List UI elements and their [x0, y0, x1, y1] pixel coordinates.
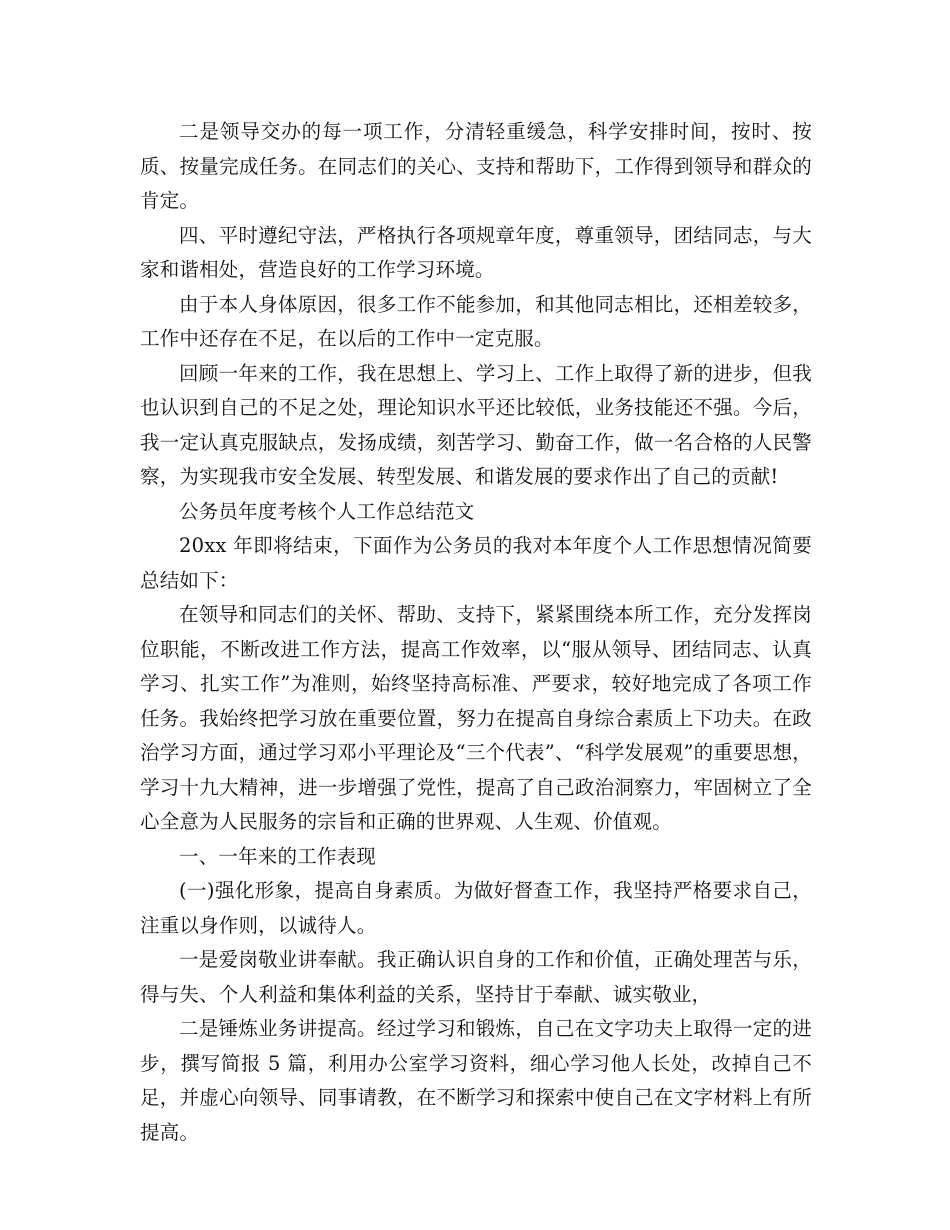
paragraph-study: 在领导和同志们的关怀、帮助、支持下，紧紧围绕本所工作，充分发挥岗位职能，不断改进工作方法，提高工作效率，以“服从领导、团结同志、认真学习、扎实工作”为准则，始终坚持高标准、严要求，较好地完成了各项工作任务。我始终把学习放在重要位置，努力在提高自身综合素质上下功夫。在政治学习方面，通过学习邓小平理论及“三个代表”、“科学发展观”的重要思想，学习十九大精神，进一步增强了党性，提高了自己政治洞察力，牢固树立了全心全意为人民服务的宗旨和正确的世界观、人生观、价值观。	[140, 603, 812, 833]
document-body	[140, 115, 812, 1150]
paragraph-skills: 二是锤炼业务讲提高。经过学习和锻炼，自己在文字功夫上取得一定的进步，撰写简报 5 篇，利用办公室学习资料，细心学习他人长处，改掉自己不足，并虚心向领导、同事请教，在不断学习和探索中使自己在文字材料上有所提高。	[140, 1017, 812, 1144]
paragraph-discipline: 四、平时遵纪守法，严格执行各项规章年度，尊重领导，团结同志，与大家和谐相处，营造良好的工作学习环境。	[140, 223, 812, 281]
section-title: 公务员年度考核个人工作总结范文	[179, 499, 475, 523]
paragraph-image: (一)强化形象，提高自身素质。为做好督查工作，我坚持严格要求自己，注重以身作则，以诚待人。	[140, 879, 812, 937]
paragraph-leader-tasks: 二是领导交办的每一项工作，分清轻重缓急，科学安排时间，按时、按质、按量完成任务。在同志们的关心、支持和帮助下，工作得到领导和群众的肯定。	[140, 120, 812, 212]
paragraph-shortcomings: 由于本人身体原因，很多工作不能参加，和其他同志相比，还相差较多，工作中还存在不足，在以后的工作中一定克服。	[140, 292, 812, 350]
paragraph-intro: 20xx 年即将结束，下面作为公务员的我对本年度个人工作思想情况简要总结如下：	[140, 534, 812, 592]
paragraph-review: 回顾一年来的工作，我在思想上、学习上、工作上取得了新的进步，但我也认识到自己的不足之处，理论知识水平还比较低，业务技能还不强。今后，我一定认真克服缺点，发扬成绩，刻苦学习、勤奋工作，做一名合格的人民警察，为实现我市安全发展、转型发展、和谐发展的要求作出了自己的贡献!	[140, 361, 812, 488]
paragraph-dedication: 一是爱岗敬业讲奉献。我正确认识自身的工作和价值，正确处理苦与乐，得与失、个人利益和集体利益的关系，坚持甘于奉献、诚实敬业，	[140, 948, 812, 1006]
heading-work-performance: 一、一年来的工作表现	[179, 844, 377, 868]
